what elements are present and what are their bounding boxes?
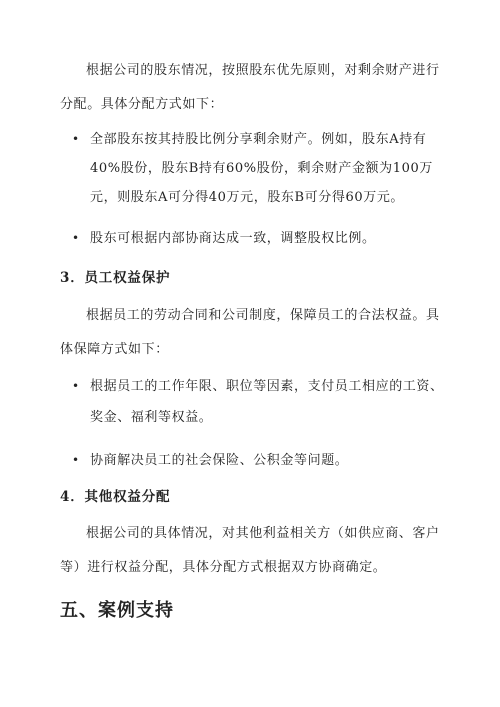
paragraph-other-rights-intro: 根据公司的具体情况，对其他利益相关方（如供应商、客户等）进行权益分配，具体分配方式根据双方协商确定。 bbox=[60, 526, 440, 575]
bullet-dot-icon: • bbox=[72, 132, 80, 146]
list-item-text: 根据员工的工作年限、职位等因素，支付员工相应的工资、奖金、福利等权益。 bbox=[90, 379, 444, 425]
list-item bbox=[72, 125, 452, 212]
section-heading-employee-rights: 3．员工权益保护 bbox=[60, 270, 171, 286]
bullet-dot-icon: • bbox=[72, 453, 80, 467]
list-item-text: 股东可根据内部协商达成一致，调整股权比例。 bbox=[90, 231, 376, 246]
bullet-list-shareholder bbox=[72, 125, 452, 253]
list-item bbox=[72, 371, 452, 433]
list-item-text: 协商解决员工的社会保险、公积金等问题。 bbox=[90, 453, 349, 468]
bullet-dot-icon: • bbox=[72, 231, 80, 245]
list-item bbox=[72, 445, 452, 476]
list-item-text: 全部股东按其持股比例分享剩余财产。例如，股东A持有40%股份，股东B持有60%股份，剩余财产金额为100万元，则股东A可分得40万元，股东B可分得60万元。 bbox=[90, 132, 433, 205]
list-item bbox=[72, 224, 452, 253]
chapter-heading-case-support: 五、案例支持 bbox=[60, 600, 174, 621]
section-heading-other-rights: 4．其他权益分配 bbox=[60, 489, 171, 505]
paragraph-employee-rights-intro: 根据员工的劳动合同和公司制度，保障员工的合法权益。具体保障方式如下： bbox=[60, 308, 440, 357]
bullet-list-employee bbox=[72, 371, 452, 476]
bullet-dot-icon: • bbox=[72, 379, 80, 393]
paragraph-asset-distribution-intro: 根据公司的股东情况，按照股东优先原则，对剩余财产进行分配。具体分配方式如下： bbox=[60, 63, 440, 112]
